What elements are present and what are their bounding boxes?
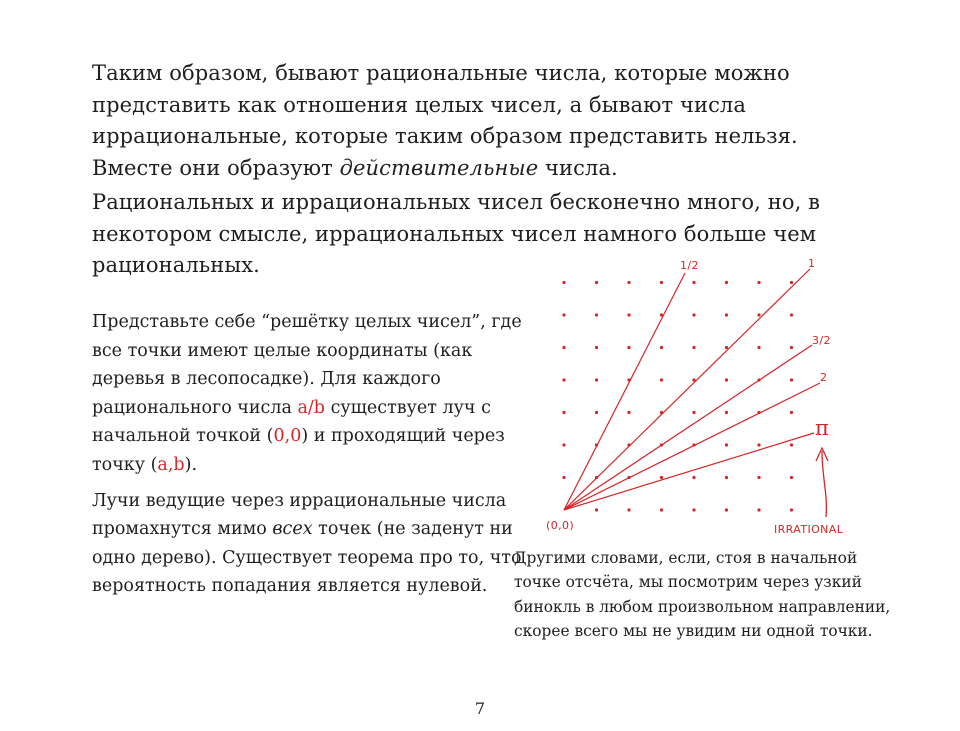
lattice-dot (725, 476, 728, 479)
rays (564, 269, 820, 510)
intro-paragraph-1 (92, 58, 882, 184)
left-column (92, 308, 547, 601)
lattice-text-3: ) и проходящий через точку ( (92, 426, 505, 475)
lattice-dot (725, 281, 728, 284)
lattice-dot (562, 443, 565, 446)
lattice-dot (692, 411, 695, 414)
intro-p1-text: Таким образом, бывают рациональные числа, которые можно представить как отношения целых чисел, а бывают числа иррациональные, которые таким образом представить нельзя. Вместе они образуют (92, 61, 798, 180)
lattice-dot (790, 281, 793, 284)
irrational-label: IRRATIONAL (774, 523, 844, 536)
lattice-dot (562, 346, 565, 349)
ray-line (564, 433, 814, 510)
lattice-dot (660, 378, 663, 381)
lattice-paragraph (92, 308, 547, 480)
lattice-dot (757, 346, 760, 349)
lattice-dot (660, 508, 663, 511)
math-a-over-b: a/b (297, 397, 325, 418)
lattice-dot (790, 378, 793, 381)
intro-p1-end: числа. (538, 155, 618, 180)
lattice-dot (790, 411, 793, 414)
lattice-dot (725, 508, 728, 511)
lattice-dot (692, 346, 695, 349)
lattice-dot (757, 313, 760, 316)
lattice-dot (595, 346, 598, 349)
ray-line (564, 273, 685, 510)
ray-label: 1/2 (680, 259, 699, 272)
lattice-figure (530, 255, 870, 543)
math-point-ab: a,b (157, 454, 185, 475)
lattice-dot (660, 476, 663, 479)
lattice-text-1: Представьте себе “решётку целых чисел”, где все точки имеют целые координаты (как деревья в лесопосадке). Для каждого рационального числа (92, 312, 522, 418)
emphasis-all: всех (272, 519, 313, 540)
lattice-dot (757, 281, 760, 284)
ray-line (564, 383, 820, 510)
lattice-dot (562, 378, 565, 381)
lattice-dot (692, 313, 695, 316)
lattice-dot (660, 281, 663, 284)
lattice-dot (790, 346, 793, 349)
lattice-dot (757, 476, 760, 479)
lattice-dot (660, 346, 663, 349)
lattice-dot (595, 378, 598, 381)
intro-paragraph-2: Рациональных и иррациональных чисел бесконечно много, но, в некотором смысле, иррациональных чисел намного больше чем рациональных. (92, 190, 821, 277)
lattice-dot (595, 281, 598, 284)
irrational-text-2: точек (не заденут ни одно дерево). Существует теорема про то, что вероятность попадания является нулевой. (92, 519, 522, 597)
lattice-dot (595, 508, 598, 511)
arrow-shaft (822, 451, 826, 517)
lattice-dot (562, 281, 565, 284)
lattice-dot (627, 508, 630, 511)
ray-label: 2 (820, 371, 828, 384)
lattice-text-2: существует луч с начальной точкой ( (92, 397, 491, 447)
irrational-paragraph (92, 487, 547, 601)
lattice-dot (692, 476, 695, 479)
lattice-dot (725, 313, 728, 316)
ray-label: π (815, 416, 830, 440)
intro-text (92, 58, 882, 282)
lattice-dot (562, 411, 565, 414)
lattice-dot (757, 508, 760, 511)
lattice-dot (692, 508, 695, 511)
lattice-dot (692, 281, 695, 284)
lattice-dot (725, 378, 728, 381)
lattice-dot (595, 411, 598, 414)
ray-line (564, 345, 812, 510)
lattice-dot (790, 476, 793, 479)
lattice-dot (725, 443, 728, 446)
lattice-dot (757, 443, 760, 446)
ray-labels (680, 257, 831, 440)
irrational-text-1: Лучи ведущие через иррациональные числа промахнутся мимо (92, 490, 507, 540)
lattice-dot (790, 508, 793, 511)
emphasis-real: действительные (339, 155, 539, 180)
lattice-dot (562, 476, 565, 479)
lattice-text-4: ). (184, 454, 198, 475)
lattice-dot (562, 313, 565, 316)
lattice-dot (627, 346, 630, 349)
figure-caption (514, 546, 899, 644)
ray-label: 3/2 (812, 334, 831, 347)
math-origin: 0,0 (273, 426, 302, 447)
page-number: 7 (474, 699, 486, 718)
origin-label: (0,0) (546, 519, 575, 532)
lattice-dot (627, 313, 630, 316)
caption-text: Другими словами, если, стоя в начальной точке отсчёта, мы посмотрим через узкий бинокль в любом произвольном направлении, скорее всего мы не увидим ни одной точки. (514, 549, 891, 641)
ray-line (564, 269, 810, 510)
lattice-dot (595, 313, 598, 316)
lattice-dot (627, 411, 630, 414)
lattice-dot (725, 411, 728, 414)
lattice-dot (790, 443, 793, 446)
lattice-dot (790, 313, 793, 316)
lattice-dot (627, 281, 630, 284)
lattice-dot (725, 346, 728, 349)
ray-label: 1 (808, 257, 816, 270)
